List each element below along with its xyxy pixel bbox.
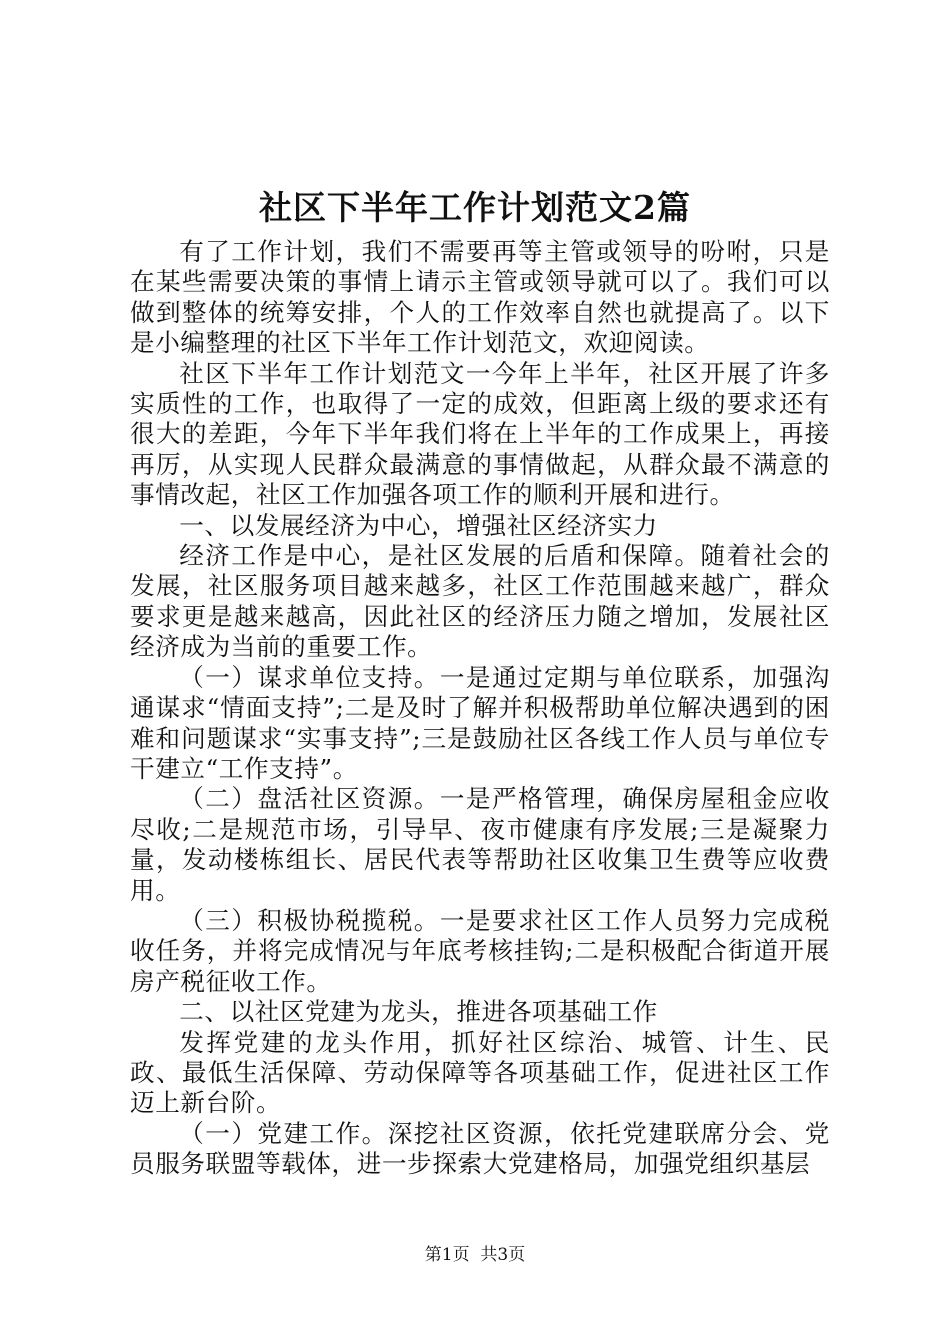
paragraph-unit-support: （一）谋求单位支持。一是通过定期与单位联系，加强沟通谋求“情面支持”;二是及时了解并积极帮助单位解决遇到的困难和问题谋求“实事支持”;三是鼓励社区各线工作人员与单位专干建立“工作支持”。 xyxy=(130,662,830,783)
document-title: 社区下半年工作计划范文2篇 xyxy=(259,188,691,227)
paragraph-intro: 有了工作计划，我们不需要再等主管或领导的吩咐，只是在某些需要决策的事情上请示主管或领导就可以了。我们可以做到整体的统筹安排，个人的工作效率自然也就提高了。以下是小编整理的社区下半年工作计划范文，欢迎阅读。 xyxy=(130,237,830,358)
section-heading-party: 二、以社区党建为龙头，推进各项基础工作 xyxy=(179,997,658,1027)
paragraph-plan-one: 社区下半年工作计划范文一今年上半年，社区开展了许多实质性的工作，也取得了一定的成效，但距离上级的要求还有很大的差距，今年下半年我们将在上半年的工作成果上，再接再厉，从实现人民群众最满意的事情做起，从群众最不满意的事情改起，社区工作加强各项工作的顺利开展和进行。 xyxy=(130,358,830,510)
page-footer xyxy=(0,1243,950,1267)
paragraph-economy: 经济工作是中心，是社区发展的后盾和保障。随着社会的发展，社区服务项目越来越多，社区工作范围越来越广，群众要求更是越来越高，因此社区的经济压力随之增加，发展社区经济成为当前的重要工作。 xyxy=(130,541,830,662)
paragraph-party-work: （一）党建工作。深挖社区资源，依托党建联席分会、党员服务联盟等载体，进一步探索大党建格局，加强党组织基层 xyxy=(130,1118,830,1179)
section-heading-economy: 一、以发展经济为中心，增强社区经济实力 xyxy=(179,510,658,540)
page-number: 第1页 xyxy=(424,1245,470,1265)
paragraph-party-role: 发挥党建的龙头作用，抓好社区综治、城管、计生、民政、最低生活保障、劳动保障等各项基础工作，促进社区工作迈上新台阶。 xyxy=(130,1027,830,1118)
paragraph-tax: （三）积极协税揽税。一是要求社区工作人员努力完成税收任务，并将完成情况与年底考核挂钩;二是积极配合街道开展房产税征收工作。 xyxy=(130,905,830,996)
page-total: 共3页 xyxy=(480,1245,526,1265)
paragraph-resources: （二）盘活社区资源。一是严格管理，确保房屋租金应收尽收;二是规范市场，引导早、夜市健康有序发展;三是凝聚力量，发动楼栋组长、居民代表等帮助社区收集卫生费等应收费用。 xyxy=(130,784,830,905)
document-body xyxy=(130,237,830,1180)
